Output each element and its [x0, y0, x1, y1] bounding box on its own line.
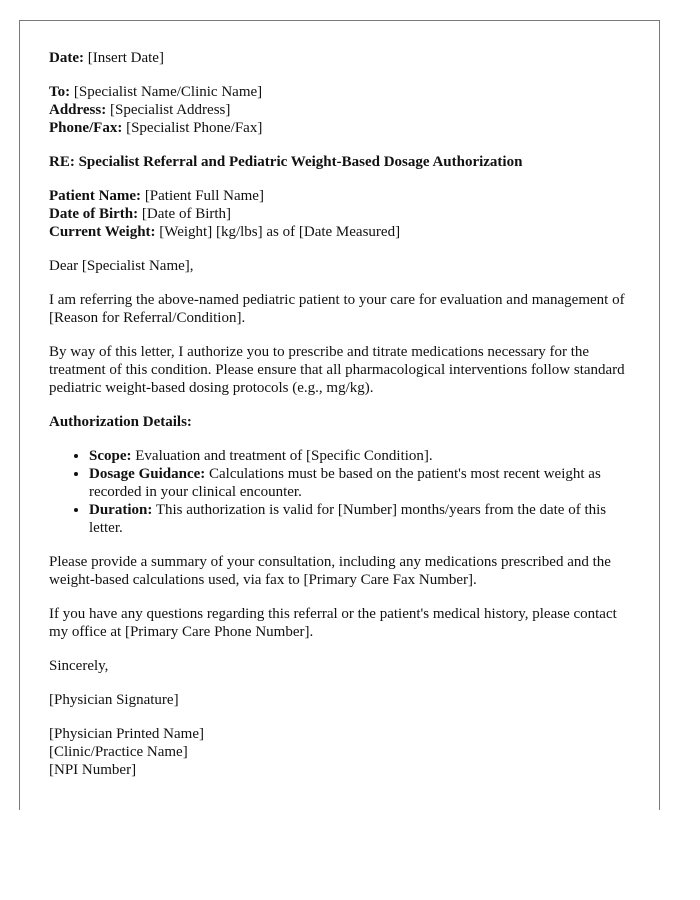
authorization-heading: Authorization Details:	[49, 414, 192, 430]
dosage-text: Calculations must be based on the patient's most recent weight as recorded in your clinical encounter.	[89, 466, 601, 500]
greeting: Dear [Specialist Name],	[49, 258, 194, 274]
to-label: To:	[49, 84, 71, 100]
list-item-scope	[89, 447, 630, 465]
recipient-block	[49, 83, 630, 137]
date-line	[49, 49, 630, 67]
scope-label: Scope:	[89, 448, 132, 464]
duration-label: Duration:	[89, 502, 153, 518]
letter-page	[19, 20, 660, 810]
address-value: [Specialist Address]	[106, 102, 231, 118]
patient-name-label: Patient Name:	[49, 188, 142, 204]
dob-label: Date of Birth:	[49, 206, 139, 222]
paragraph-contact: If you have any questions regarding this referral or the patient's medical history, please contact my office at [Primary Care Phone Number].	[49, 606, 617, 640]
list-item-duration	[89, 501, 630, 537]
patient-name-value: [Patient Full Name]	[141, 188, 264, 204]
paragraph-referral: I am referring the above-named pediatric patient to your care for evaluation and management of [Reason for Referral/Condition].	[49, 292, 625, 326]
patient-name-line	[49, 187, 630, 205]
weight-value: [Weight] [kg/lbs] as of [Date Measured]	[155, 224, 401, 240]
signature-placeholder: [Physician Signature]	[49, 692, 179, 708]
dob-line	[49, 205, 630, 223]
address-label: Address:	[49, 102, 107, 118]
signature-block	[49, 725, 630, 779]
patient-block	[49, 187, 630, 241]
printed-name: [Physician Printed Name]	[49, 726, 204, 742]
address-line	[49, 101, 630, 119]
weight-label: Current Weight:	[49, 224, 156, 240]
npi-number: [NPI Number]	[49, 762, 137, 778]
subject-line: RE: Specialist Referral and Pediatric Weight-Based Dosage Authorization	[49, 154, 523, 170]
phone-line	[49, 119, 630, 137]
list-item-dosage	[89, 465, 630, 501]
to-value: [Specialist Name/Clinic Name]	[70, 84, 263, 100]
scope-text: Evaluation and treatment of [Specific Condition].	[131, 448, 433, 464]
clinic-name: [Clinic/Practice Name]	[49, 744, 188, 760]
dob-value: [Date of Birth]	[138, 206, 232, 222]
paragraph-summary-request: Please provide a summary of your consultation, including any medications prescribed and the weight-based calculations used, via fax to [Primary Care Fax Number].	[49, 554, 611, 588]
closing: Sincerely,	[49, 658, 109, 674]
phone-label: Phone/Fax:	[49, 120, 123, 136]
authorization-list	[49, 447, 630, 537]
dosage-label: Dosage Guidance:	[89, 466, 206, 482]
phone-value: [Specialist Phone/Fax]	[122, 120, 263, 136]
to-line	[49, 83, 630, 101]
weight-line	[49, 223, 630, 241]
date-value: [Insert Date]	[83, 50, 164, 66]
duration-text: This authorization is valid for [Number] months/years from the date of this letter.	[89, 502, 607, 536]
paragraph-authorization: By way of this letter, I authorize you to prescribe and titrate medications necessary for the treatment of this condition. Please ensure that all pharmacological interventions follow standard pediatric weight-based dosing protocols (e.g., mg/kg).	[49, 344, 625, 396]
date-label: Date:	[49, 50, 84, 66]
